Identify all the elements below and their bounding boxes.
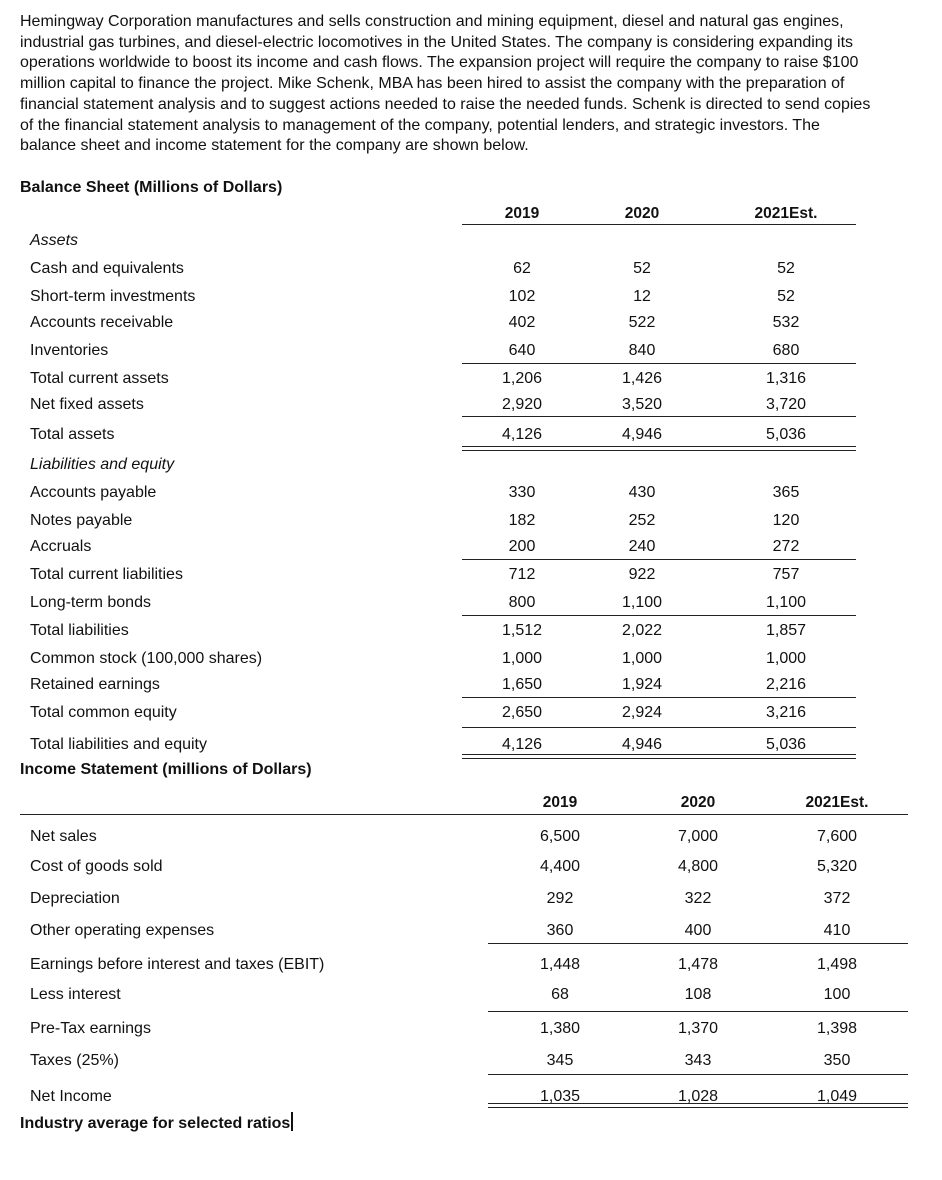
bs-value-total-current-liabilities-2: 757 bbox=[772, 566, 800, 583]
bs-label-total-current-liabilities: Total current liabilities bbox=[30, 566, 183, 583]
bs-header-rule bbox=[462, 224, 856, 225]
bs-value-total-liabilities-2: 1,857 bbox=[765, 622, 807, 639]
bs-label-cash-and-equivalents: Cash and equivalents bbox=[30, 260, 184, 277]
bs-value-total-common-equity-1: 2,924 bbox=[621, 704, 663, 721]
is-value-depreciation-1: 322 bbox=[684, 890, 712, 907]
bs-label-inventories: Inventories bbox=[30, 342, 109, 359]
bs-value-inventories-0: 640 bbox=[508, 342, 536, 359]
bs-label-total-assets: Total assets bbox=[30, 426, 115, 443]
bs-double-rule-total-assets bbox=[462, 446, 856, 451]
bs-value-accounts-payable-0: 330 bbox=[508, 484, 536, 501]
bs-value-accounts-payable-2: 365 bbox=[772, 484, 800, 501]
bs-value-total-current-liabilities-1: 922 bbox=[628, 566, 656, 583]
bs-value-cash-and-equivalents-0: 62 bbox=[513, 260, 531, 277]
bs-value-short-term-investments-2: 52 bbox=[777, 288, 795, 305]
bs-rule-retained bbox=[462, 697, 856, 698]
bs-value-short-term-investments-1: 12 bbox=[633, 288, 651, 305]
is-value-taxes-25-1: 343 bbox=[684, 1052, 712, 1069]
is-value-pre-tax-earnings-1: 1,370 bbox=[677, 1020, 719, 1037]
text-cursor bbox=[291, 1112, 293, 1131]
bs-double-rule-total-le bbox=[462, 754, 856, 759]
bs-rule-common-equity bbox=[462, 727, 856, 728]
bs-section-liabilities: Liabilities and equity bbox=[30, 456, 175, 473]
bs-label-notes-payable: Notes payable bbox=[30, 512, 133, 529]
bs-col-header-2021: 2021Est. bbox=[754, 205, 818, 222]
bs-label-total-liabilities-and-equity: Total liabilities and equity bbox=[30, 736, 207, 753]
is-value-net-sales-1: 7,000 bbox=[677, 828, 719, 845]
bs-value-accruals-0: 200 bbox=[508, 538, 536, 555]
is-value-depreciation-0: 292 bbox=[546, 890, 574, 907]
bs-value-total-common-equity-2: 3,216 bbox=[765, 704, 807, 721]
balance-sheet-title: Balance Sheet (Millions of Dollars) bbox=[20, 179, 283, 196]
bs-value-retained-earnings-0: 1,650 bbox=[501, 676, 543, 693]
bs-value-inventories-2: 680 bbox=[772, 342, 800, 359]
is-label-other-operating-expenses: Other operating expenses bbox=[30, 922, 215, 939]
is-value-less-interest-2: 100 bbox=[823, 986, 851, 1003]
is-label-pre-tax-earnings: Pre-Tax earnings bbox=[30, 1020, 151, 1037]
bs-value-total-liabilities-0: 1,512 bbox=[501, 622, 543, 639]
bs-value-accruals-2: 272 bbox=[772, 538, 800, 555]
is-value-net-sales-0: 6,500 bbox=[539, 828, 581, 845]
bs-value-net-fixed-assets-0: 2,920 bbox=[501, 396, 543, 413]
bs-value-accounts-receivable-0: 402 bbox=[508, 314, 536, 331]
industry-average-text: Industry average for selected ratios bbox=[20, 1115, 291, 1132]
bs-value-notes-payable-2: 120 bbox=[772, 512, 800, 529]
is-value-net-income-2: 1,049 bbox=[816, 1088, 858, 1105]
is-double-rule-net-income bbox=[488, 1103, 908, 1108]
bs-col-header-2019: 2019 bbox=[504, 205, 540, 222]
bs-value-inventories-1: 840 bbox=[628, 342, 656, 359]
is-value-less-interest-1: 108 bbox=[684, 986, 712, 1003]
is-value-pre-tax-earnings-0: 1,380 bbox=[539, 1020, 581, 1037]
is-header-rule bbox=[20, 814, 908, 815]
bs-value-total-liabilities-and-equity-2: 5,036 bbox=[765, 736, 807, 753]
bs-value-cash-and-equivalents-1: 52 bbox=[633, 260, 651, 277]
bs-col-header-2020: 2020 bbox=[624, 205, 660, 222]
bs-value-total-liabilities-and-equity-1: 4,946 bbox=[621, 736, 663, 753]
is-value-net-income-1: 1,028 bbox=[677, 1088, 719, 1105]
is-value-other-operating-expenses-0: 360 bbox=[546, 922, 574, 939]
bs-value-total-assets-2: 5,036 bbox=[765, 426, 807, 443]
is-value-earnings-before-interest-and-taxes-ebit-1: 1,478 bbox=[677, 956, 719, 973]
is-label-cost-of-goods-sold: Cost of goods sold bbox=[30, 858, 163, 875]
is-value-cost-of-goods-sold-1: 4,800 bbox=[677, 858, 719, 875]
is-value-earnings-before-interest-and-taxes-ebit-0: 1,448 bbox=[539, 956, 581, 973]
bs-value-short-term-investments-0: 102 bbox=[508, 288, 536, 305]
is-value-net-income-0: 1,035 bbox=[539, 1088, 581, 1105]
bs-value-retained-earnings-1: 1,924 bbox=[621, 676, 663, 693]
is-value-depreciation-2: 372 bbox=[823, 890, 851, 907]
is-value-other-operating-expenses-2: 410 bbox=[823, 922, 851, 939]
is-value-net-sales-2: 7,600 bbox=[816, 828, 858, 845]
bs-rule-bonds bbox=[462, 615, 856, 616]
bs-value-total-assets-1: 4,946 bbox=[621, 426, 663, 443]
is-rule-taxes bbox=[488, 1074, 908, 1075]
intro-paragraph: Hemingway Corporation manufactures and sells construction and mining equipment, diesel and natural gas engines, industrial gas turbines, and diesel-electric locomotives in the United States. The company is considering expanding its operations worldwide to boost its income and cash flows. The expansion project will require the company to raise $100 million capital to finance the project. Mike Schenk, MBA has been hired to assist the company with the preparation of financial statement analysis and to suggest actions needed to raise the needed funds. Schenk is directed to send copies of the financial statement analysis to management of the company, potential lenders, and strategic investors. The balance sheet and income statement for the company are shown below. bbox=[20, 13, 871, 155]
bs-value-accounts-receivable-1: 522 bbox=[628, 314, 656, 331]
bs-section-assets: Assets bbox=[30, 232, 79, 249]
bs-value-accounts-payable-1: 430 bbox=[628, 484, 656, 501]
bs-value-total-current-assets-2: 1,316 bbox=[765, 370, 807, 387]
is-label-net-sales: Net sales bbox=[30, 828, 97, 845]
bs-value-notes-payable-0: 182 bbox=[508, 512, 536, 529]
bs-label-accounts-receivable: Accounts receivable bbox=[30, 314, 174, 331]
bs-rule-inventories bbox=[462, 363, 856, 364]
bs-value-long-term-bonds-2: 1,100 bbox=[765, 594, 807, 611]
is-value-taxes-25-0: 345 bbox=[546, 1052, 574, 1069]
bs-value-total-current-liabilities-0: 712 bbox=[508, 566, 536, 583]
bs-label-total-current-assets: Total current assets bbox=[30, 370, 169, 387]
bs-label-short-term-investments: Short-term investments bbox=[30, 288, 196, 305]
bs-value-common-stock-100-000-shares-2: 1,000 bbox=[765, 650, 807, 667]
is-col-header-2019: 2019 bbox=[542, 794, 578, 811]
bs-value-common-stock-100-000-shares-1: 1,000 bbox=[621, 650, 663, 667]
bs-value-long-term-bonds-0: 800 bbox=[508, 594, 536, 611]
industry-average-heading bbox=[20, 1112, 293, 1134]
bs-label-accruals: Accruals bbox=[30, 538, 92, 555]
bs-rule-fixed-assets bbox=[462, 416, 856, 417]
is-label-net-income: Net Income bbox=[30, 1088, 112, 1105]
is-col-header-2020: 2020 bbox=[680, 794, 716, 811]
bs-value-cash-and-equivalents-2: 52 bbox=[777, 260, 795, 277]
is-value-earnings-before-interest-and-taxes-ebit-2: 1,498 bbox=[816, 956, 858, 973]
bs-value-accruals-1: 240 bbox=[628, 538, 656, 555]
bs-value-total-liabilities-1: 2,022 bbox=[621, 622, 663, 639]
bs-label-common-stock-100-000-shares: Common stock (100,000 shares) bbox=[30, 650, 263, 667]
bs-value-long-term-bonds-1: 1,100 bbox=[621, 594, 663, 611]
income-statement-title: Income Statement (millions of Dollars) bbox=[20, 761, 312, 778]
bs-value-net-fixed-assets-1: 3,520 bbox=[621, 396, 663, 413]
is-label-taxes-25: Taxes (25%) bbox=[30, 1052, 119, 1069]
is-value-less-interest-0: 68 bbox=[551, 986, 569, 1003]
is-col-header-2021: 2021Est. bbox=[805, 794, 869, 811]
is-value-cost-of-goods-sold-2: 5,320 bbox=[816, 858, 858, 875]
bs-value-net-fixed-assets-2: 3,720 bbox=[765, 396, 807, 413]
bs-value-total-assets-0: 4,126 bbox=[501, 426, 543, 443]
is-label-earnings-before-interest-and-taxes-ebit: Earnings before interest and taxes (EBIT) bbox=[30, 956, 325, 973]
bs-label-accounts-payable: Accounts payable bbox=[30, 484, 157, 501]
is-rule-interest bbox=[488, 1011, 908, 1012]
is-value-cost-of-goods-sold-0: 4,400 bbox=[539, 858, 581, 875]
bs-rule-accruals bbox=[462, 559, 856, 560]
is-value-taxes-25-2: 350 bbox=[823, 1052, 851, 1069]
bs-label-total-liabilities: Total liabilities bbox=[30, 622, 129, 639]
is-value-other-operating-expenses-1: 400 bbox=[684, 922, 712, 939]
is-label-less-interest: Less interest bbox=[30, 986, 121, 1003]
bs-value-total-current-assets-1: 1,426 bbox=[621, 370, 663, 387]
bs-label-retained-earnings: Retained earnings bbox=[30, 676, 160, 693]
bs-label-total-common-equity: Total common equity bbox=[30, 704, 177, 721]
bs-label-long-term-bonds: Long-term bonds bbox=[30, 594, 151, 611]
is-label-depreciation: Depreciation bbox=[30, 890, 120, 907]
is-rule-operating-expenses bbox=[488, 943, 908, 944]
bs-value-total-liabilities-and-equity-0: 4,126 bbox=[501, 736, 543, 753]
bs-label-net-fixed-assets: Net fixed assets bbox=[30, 396, 144, 413]
bs-value-retained-earnings-2: 2,216 bbox=[765, 676, 807, 693]
bs-value-notes-payable-1: 252 bbox=[628, 512, 656, 529]
bs-value-total-current-assets-0: 1,206 bbox=[501, 370, 543, 387]
bs-value-common-stock-100-000-shares-0: 1,000 bbox=[501, 650, 543, 667]
is-value-pre-tax-earnings-2: 1,398 bbox=[816, 1020, 858, 1037]
bs-value-accounts-receivable-2: 532 bbox=[772, 314, 800, 331]
bs-value-total-common-equity-0: 2,650 bbox=[501, 704, 543, 721]
